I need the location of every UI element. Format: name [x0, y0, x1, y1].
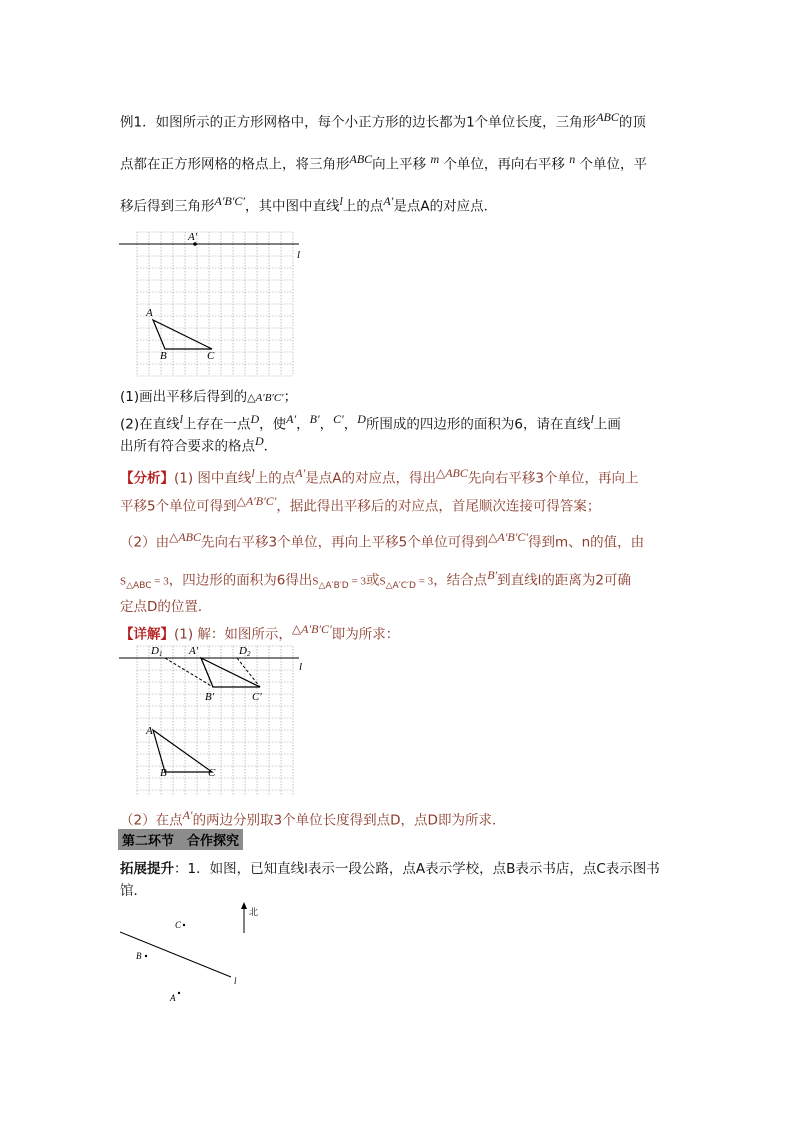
map-figure-3 — [115, 900, 275, 1010]
analysis-tag: 【分析】 — [120, 470, 174, 487]
label-c: C — [175, 920, 182, 930]
extension-line-2: 馆． — [120, 883, 147, 899]
label-north: 北 — [249, 907, 259, 917]
analysis-line-2: 平移5个单位可得到△A′B′C′，据此得出平移后的对应点，首尾顺次连接可得答案； — [120, 494, 601, 515]
example-line-3: 移后得到三角形A′B′C′，其中图中直线l上的点A′是点A的对应点． — [120, 194, 498, 215]
dashed-d1-b-prime — [165, 658, 213, 687]
grid-figure-2 — [115, 640, 315, 800]
detail-line-2: （2）在点A′的两边分别取3个单位长度得到点D，点D即为所求． — [120, 808, 506, 829]
triangle-abc-label: ABC — [596, 110, 619, 124]
point-c — [183, 924, 185, 926]
label-a: A — [170, 993, 176, 1003]
label-a-prime: A′ — [188, 231, 198, 243]
label-b: B — [160, 767, 167, 779]
detail-tag: 【详解】 — [120, 626, 174, 643]
label-b: B — [160, 350, 167, 362]
label-l: l — [299, 661, 303, 673]
north-arrowhead-icon — [241, 902, 247, 909]
extension-tag: 拓展提升 — [120, 861, 174, 877]
dashed-d2-c-prime — [237, 658, 260, 687]
detail-line-1: 【详解】(1) 解：如图所示，△A′B′C′即为所求： — [120, 622, 400, 643]
label-c: C — [207, 350, 215, 362]
label-b: B — [136, 951, 142, 961]
label-b-prime: B′ — [205, 691, 215, 703]
label-c: C — [208, 767, 216, 779]
question-2-line-1: (2)在直线l上存在一点D，使A′，B′，C′，D所围成的四边形的面积为6，请在直线l上画 — [120, 412, 621, 433]
example-line-1: 例1．如图所示的正方形网格中，每个小正方形的边长都为1个单位长度，三角形ABC的顶 — [120, 110, 646, 131]
label-a: A — [146, 307, 153, 319]
triangle-abc — [153, 320, 212, 349]
question-2-line-2: 出所有符合要求的格点D． — [120, 434, 278, 455]
triangle-a-prime-b-prime-c-prime — [201, 658, 260, 687]
analysis-line-1: 【分析】(1) 图中直线l上的点A′是点A的对应点，得出△ABC先向右平移3个单位，再向上 — [120, 466, 639, 487]
section-heading: 第二环节 合作探究 — [118, 829, 243, 850]
label-a: A — [146, 725, 153, 737]
label-c-prime: C′ — [252, 691, 262, 703]
label-l: l — [297, 249, 301, 261]
label-l: l — [234, 976, 237, 986]
analysis-line-3: （2）由△ABC先向右平移3个单位，再向上平移5个单位可得到△A′B′C′得到m、n的值，由 — [120, 530, 645, 551]
example-line-2: 点都在正方形网格的格点上，将三角形ABC向上平移 m 个单位，再向右平移 n 个单位，平 — [120, 152, 648, 173]
extension-line-1: 拓展提升：1．如图，已知直线l表示一段公路，点A表示学校，点B表示书店，点C表示图书 — [120, 861, 660, 877]
question-1: (1)画出平移后得到的△A′B′C′； — [120, 389, 298, 405]
label-d2: D2 — [239, 645, 251, 658]
point-a — [178, 992, 180, 994]
label-a-prime: A′ — [189, 645, 199, 657]
analysis-line-5: 定点D的位置． — [120, 599, 212, 615]
analysis-line-4: $S_{\triangle ABC} = 3$，四边形的面积为6得出$S_{\triangle A'B'D} = 3$或$S_{\triangle A'C'D} = 3$，结合点B′到直线l的距离为2可确 — [120, 568, 631, 592]
point-b — [145, 955, 147, 957]
label-d1: D1 — [151, 645, 163, 658]
grid-figure-1 — [115, 228, 315, 378]
